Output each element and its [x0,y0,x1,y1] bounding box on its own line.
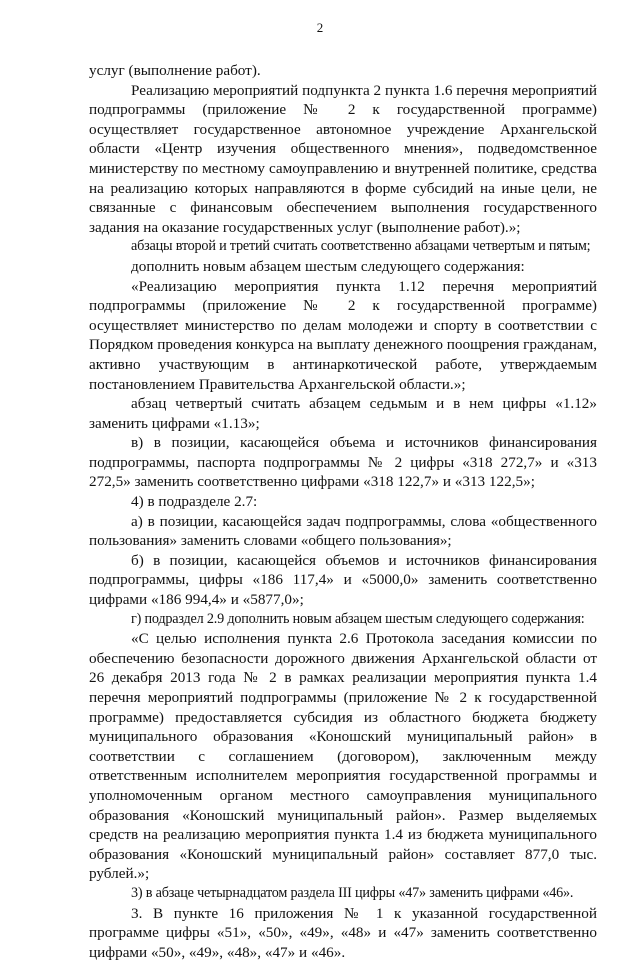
paragraph-item-a: а) в позиции, касающейся задач подпрограммы, слова «общественного пользования» заменить словами «общего пользования»; [89,512,597,550]
paragraph-fourth-to-seventh: абзац четвертый считать абзацем седьмым и в нем цифры «1.12» заменить цифрами «1.13»; [89,395,597,432]
paragraph-renumber-abzacy: абзацы второй и третий считать соответственно абзацами четвертым и пятым; [131,238,591,255]
document-body [89,61,597,962]
paragraph-implementation-1-6: Реализацию мероприятий подпункта 2 пункта 1.6 перечня мероприятий подпрограммы (приложение № 2 к государственной программе) осуществляет государственное автономное учреждение Архангельской области «Центр изучения общественного мнения», подведомственное министерству по местному самоуправлению и внутренней политике, средства на реализацию которых направляются в форме субсидий на иные цели, не связанные с финансовым обеспечением выполнения государственного задания на оказание государственных услуг (выполнение работ).»; [89,81,597,236]
paragraph-add-sixth: дополнить новым абзацем шестым следующего содержания: [131,257,525,275]
paragraph-item-v: в) в позиции, касающейся объема и источников финансирования подпрограммы, паспорта подпрограммы № 2 цифры «318 272,7» и «313 272,5» заменить соответственно цифрами «318 122,7» и «313 122,5»; [89,434,597,491]
paragraph-implementation-1-12: «Реализацию мероприятия пункта 1.12 перечня мероприятий подпрограммы (приложение № 2 к государственной программе) осуществляет министерство по делам молодежи и спорту в соответствии с Порядком проведения конкурса на выплату денежного поощрения гражданам, активно участвующим в антинаркотической работе, утверждаемым постановлением Правительства Архангельской области.»; [89,277,597,393]
paragraph-item-3-section-iii: 3) в абзаце четырнадцатом раздела III цифры «47» заменить цифрами «46». [131,884,574,901]
paragraph-continuation: услуг (выполнение работ). [89,62,261,79]
page-number: 2 [316,20,324,35]
paragraph-item-g: г) подраздел 2.9 дополнить новым абзацем шестым следующего содержания: [131,610,585,627]
paragraph-point-3: 3. В пункте 16 приложения № 1 к указанной государственной программе цифры «51», «50», «49», «48» и «47» заменить соответственно цифрами «50», «49», «48», «47» и «46». [89,904,597,961]
paragraph-item-b: б) в позиции, касающейся объемов и источников финансирования подпрограммы, цифры «186 117,4» и «5000,0» заменить соответственно цифрами «186 994,4» и «5877,0»; [89,551,597,609]
paragraph-item-4: 4) в подразделе 2.7: [131,493,258,511]
paragraph-subsidy-konosha: «С целью исполнения пункта 2.6 Протокола заседания комиссии по обеспечению безопасности дорожного движения Архангельской области от 26 декабря 2013 года № 2 в рамках реализации мероприятия пункта 1.4 перечня мероприятий подпрограммы (приложение № 2 к государственной программе) предоставляется субсидия из областного бюджета бюджету муниципального образования «Коношский муниципальный район» в соответствии с соглашением (договором), заключенным между ответственным исполнителем мероприятия государственной программы и уполномоченным органом местного самоуправления муниципального образования «Коношский муниципальный район». Размер выделяемых средств на реализацию мероприятия пункта 1.4 из бюджета муниципального образования «Коношский муниципальный район» составляет 877,0 тыс. рублей.»; [89,630,597,883]
